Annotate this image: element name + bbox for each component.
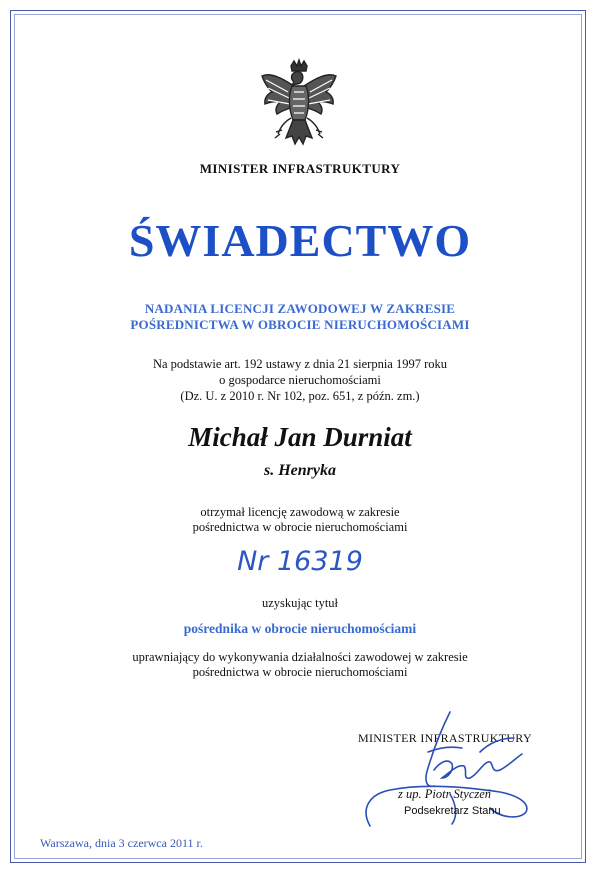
subtitle-line-1: NADANIA LICENCJI ZAWODOWEJ W ZAKRESIE: [144, 301, 456, 316]
legal-basis-line-2: o gospodarce nieruchomościami: [219, 373, 381, 387]
issuing-authority: MINISTER INFRASTRUKTURY: [199, 161, 401, 176]
obtaining-title-label: uzyskując tytuł: [261, 596, 339, 610]
document-title: ŚWIADECTWO: [128, 215, 472, 266]
authorization-line-1: uprawniający do wykonywania działalności zawodowej w zakresie: [132, 650, 468, 664]
polish-eagle-emblem-icon: [258, 58, 340, 150]
authorization-line-2: pośrednictwa w obrocie nieruchomościami: [192, 665, 408, 679]
handwritten-signature-icon: [330, 708, 550, 838]
received-line-2: pośrednictwa w obrocie nieruchomościami: [192, 520, 408, 534]
signatory-role: Podsekretarz Stanu: [404, 805, 501, 817]
legal-basis-line-3: (Dz. U. z 2010 r. Nr 102, poz. 651, z późn. zm.): [180, 389, 420, 403]
license-number: Nr 16319: [237, 546, 363, 577]
legal-basis-line-1: Na podstawie art. 192 ustawy z dnia 21 sierpnia 1997 roku: [152, 357, 448, 371]
holder-father-name: s. Henryka: [264, 462, 336, 479]
subtitle-line-2: POŚREDNICTWA W OBROCIE NIERUCHOMOŚCIAMI: [130, 317, 470, 332]
signatory-name: z up. Piotr Styczeń: [398, 787, 492, 801]
signature-minister-label: MINISTER INFRASTRUKTURY: [358, 731, 532, 745]
holder-name: Michał Jan Durniat: [188, 422, 412, 452]
place-and-date: Warszawa, dnia 3 czerwca 2011 r.: [40, 836, 203, 850]
received-line-1: otrzymał licencję zawodową w zakresie: [200, 505, 400, 519]
professional-title: pośrednika w obrocie nieruchomościami: [183, 621, 417, 636]
